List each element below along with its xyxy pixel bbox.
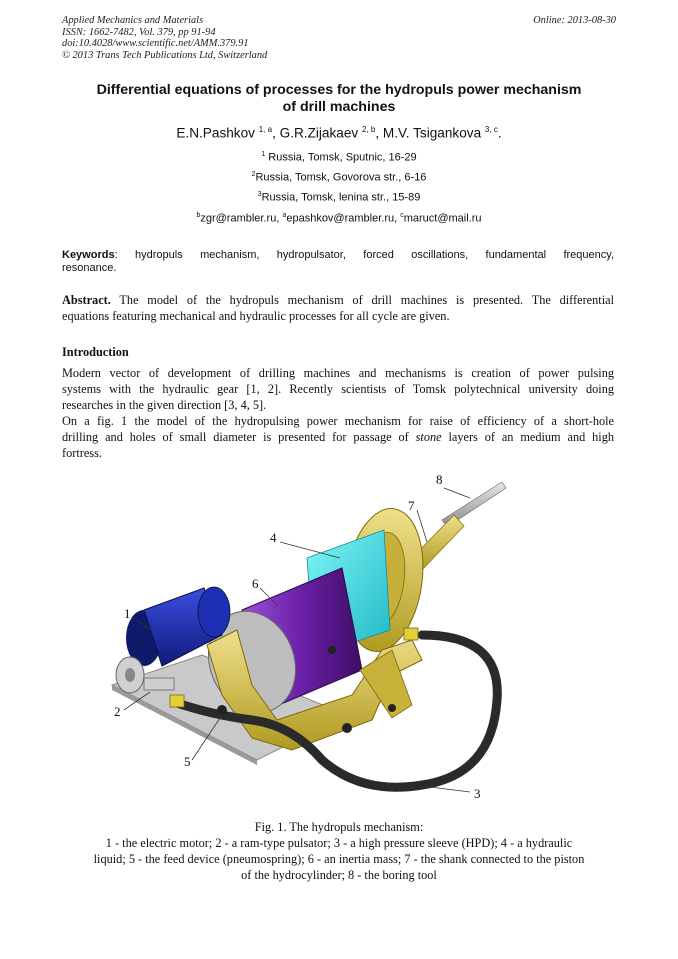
author-name: M.V. Tsigankova xyxy=(382,125,482,141)
pulsator-body xyxy=(144,678,174,690)
email-link[interactable]: maruct@mail.ru xyxy=(403,212,482,225)
journal-header xyxy=(62,15,267,61)
email-link[interactable]: epashkov@rambler.ru, xyxy=(286,212,401,225)
caption-line: liquid; 5 - the feed device (pneumospring); 6 - an inertia mass; 7 - the shank connected to the piston xyxy=(93,852,585,866)
email-link[interactable]: zgr@rambler.ru, xyxy=(200,212,283,225)
journal-doi[interactable]: doi:10.4028/www.scientific.net/AMM.379.91 xyxy=(62,38,249,50)
affiliation-2 xyxy=(62,171,616,184)
label-6: 6 xyxy=(252,576,259,591)
affiliation-text: Russia, Tomsk, lenina str., 15-89 xyxy=(261,191,421,204)
affiliation-1 xyxy=(62,151,616,164)
intro-paragraph xyxy=(62,365,614,461)
email-sup: a xyxy=(282,212,287,219)
title-line-1: Differential equations of processes for the hydropuls power mechanism xyxy=(96,82,582,98)
author-affiliation-sup: 1, a xyxy=(258,125,273,134)
hose-fitting xyxy=(170,695,184,707)
label-7: 7 xyxy=(408,498,415,513)
author-end: . xyxy=(497,125,502,141)
affiliation-3 xyxy=(62,191,616,204)
affiliation-sup: 1 xyxy=(261,151,266,158)
paragraph-line: systems with the hydraulic gear [1, 2]. Recently scientists of Tomsk polytechnical university doing xyxy=(62,382,614,396)
electric-motor-front xyxy=(198,587,230,637)
text-run: layers of an medium and high xyxy=(441,430,614,444)
paper-title xyxy=(62,82,616,116)
hose-fitting xyxy=(404,628,418,640)
pulsator-hub xyxy=(125,668,135,682)
author-affiliation-sup: 3, c xyxy=(484,125,498,134)
email-list xyxy=(62,212,616,225)
caption-title: Fig. 1. The hydropuls mechanism: xyxy=(254,820,424,834)
label-3: 3 xyxy=(474,786,481,801)
affiliation-text: Russia, Tomsk, Govorova str., 6-16 xyxy=(255,171,427,184)
section-heading-introduction: Introduction xyxy=(62,345,129,359)
author-name: G.R.Zijakaev xyxy=(279,125,359,141)
email-sup: c xyxy=(400,212,404,219)
paragraph-line: fortress. xyxy=(62,446,102,460)
keywords-text: : hydropuls mechanism, hydropulsator, forced oscillations, fundamental frequency, xyxy=(114,249,614,261)
keywords-block xyxy=(62,249,614,275)
bolt xyxy=(217,705,227,715)
affiliation-text: Russia, Tomsk, Sputnic, 16-29 xyxy=(265,151,417,164)
affiliation-sup: 2 xyxy=(251,171,256,178)
email-sup: b xyxy=(196,212,201,219)
paragraph-line xyxy=(62,429,614,445)
abstract-line-1 xyxy=(62,292,614,308)
journal-copyright: © 2013 Trans Tech Publications Ltd, Switzerland xyxy=(62,49,268,61)
bolt xyxy=(328,646,336,654)
keywords-line-2: resonance. xyxy=(62,262,117,274)
keywords-line-1 xyxy=(62,249,614,262)
author-separator: , xyxy=(272,125,280,141)
hydropuls-mechanism-figure xyxy=(92,470,512,810)
journal-name: Applied Mechanics and Materials xyxy=(62,15,204,26)
journal-issn: ISSN: 1662-7482, Vol. 379, pp 91-94 xyxy=(62,26,216,38)
abstract-line-2: equations featuring mechanical and hydraulic processes for all cycle are given. xyxy=(62,309,450,323)
author-name: E.N.Pashkov xyxy=(176,125,255,141)
abstract-text: The model of the hydropuls mechanism of drill machines is presented. The differential xyxy=(110,293,614,307)
label-5: 5 xyxy=(184,754,191,769)
paragraph-line: On a fig. 1 the model of the hydropulsing power mechanism for raise of efficiency of a short-hole xyxy=(62,414,614,428)
abstract-block xyxy=(62,292,614,324)
text-run: drilling and holes of small diameter is presented for passage of xyxy=(62,430,416,444)
abstract-label: Abstract. xyxy=(62,293,111,307)
title-line-2: of drill machines xyxy=(282,99,396,115)
caption-line: of the hydrocylinder; 8 - the boring tool xyxy=(241,868,437,882)
author-list xyxy=(62,125,616,141)
caption-line: 1 - the electric motor; 2 - a ram-type pulsator; 3 - a high pressure sleeve (HPD); 4 - a hydraulic xyxy=(105,836,573,850)
label-1: 1 xyxy=(124,606,131,621)
label-2: 2 xyxy=(114,704,121,719)
label-4: 4 xyxy=(270,530,277,545)
online-date: Online: 2013-08-30 xyxy=(533,15,616,26)
author-separator: , xyxy=(375,125,383,141)
bolt xyxy=(388,704,396,712)
author-affiliation-sup: 2, b xyxy=(361,125,376,134)
paragraph-line: Modern vector of development of drilling machines and mechanisms is creation of power pulsing xyxy=(62,366,614,380)
figure-caption xyxy=(62,819,616,883)
paragraph-line: researches in the given direction [3, 4, 5]. xyxy=(62,398,267,412)
italic-term: stone xyxy=(415,430,442,444)
bolt xyxy=(342,723,352,733)
label-8: 8 xyxy=(436,472,443,487)
affiliation-sup: 3 xyxy=(257,191,262,198)
keywords-label: Keywords xyxy=(62,249,115,261)
